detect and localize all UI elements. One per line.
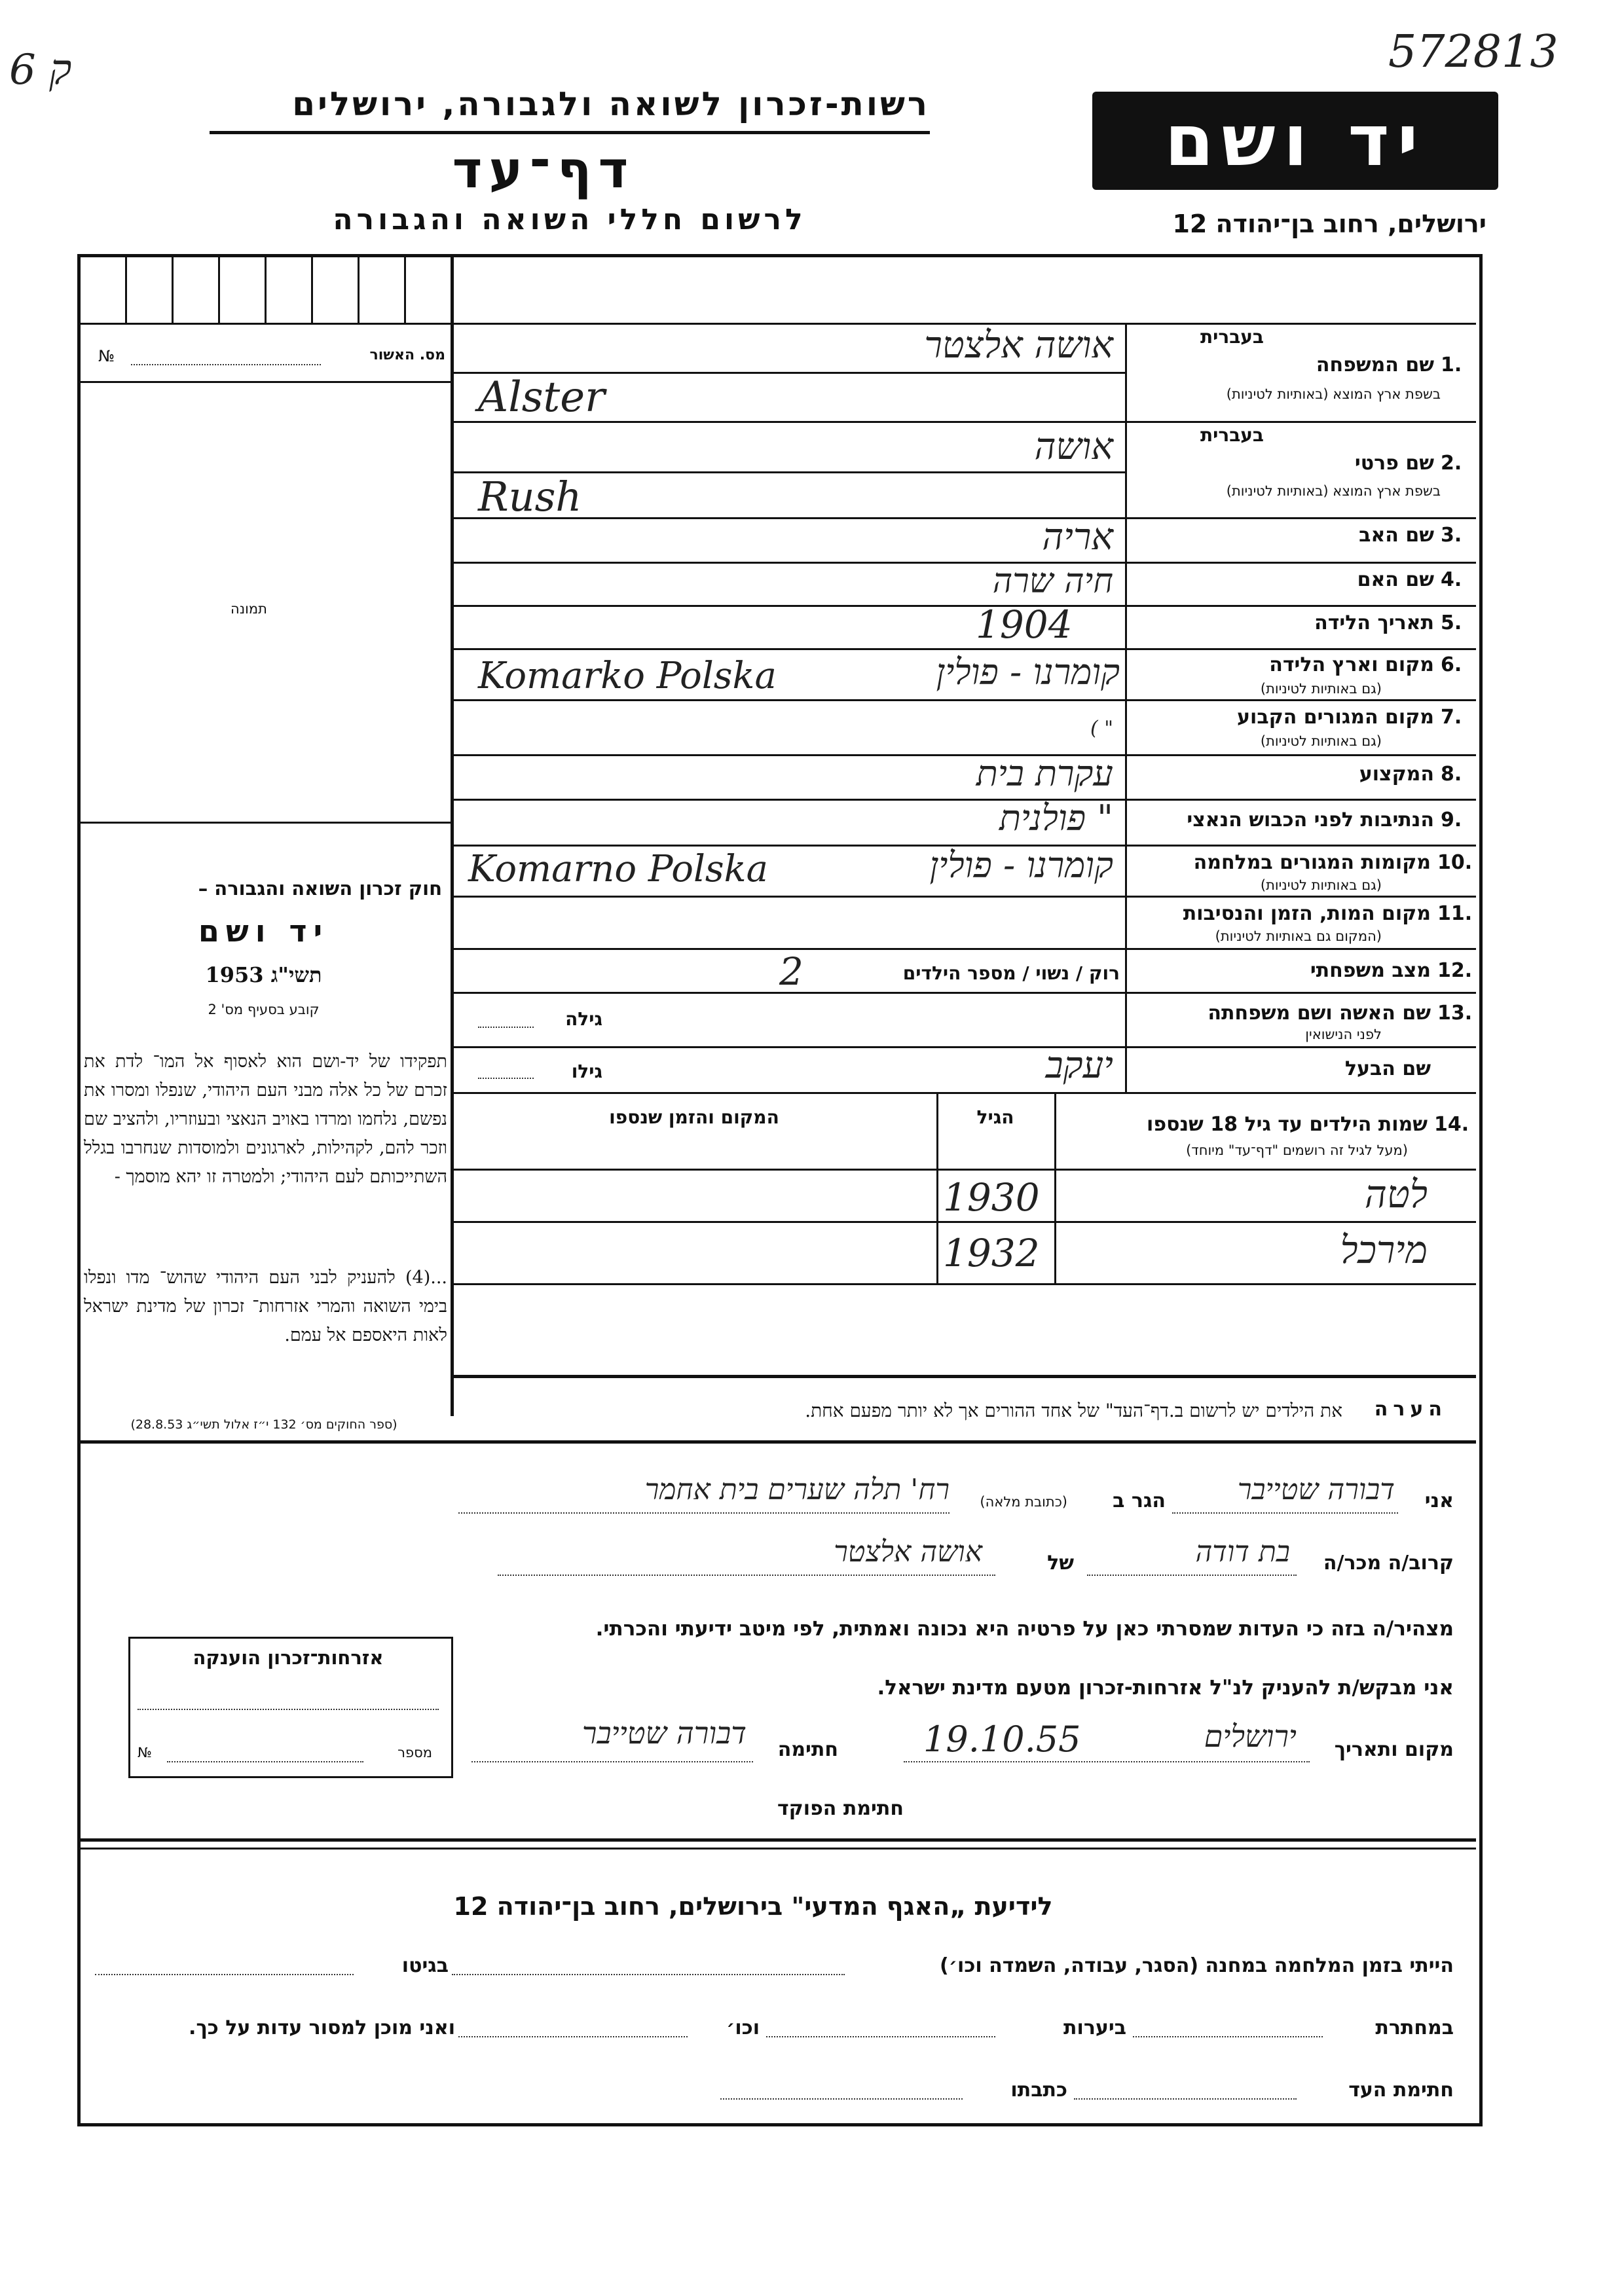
field-13-label: שם האשה ושם משפחתה bbox=[1208, 1002, 1431, 1025]
field-1-lang: בעברית bbox=[1200, 326, 1264, 348]
law-name: יד ושם bbox=[198, 913, 329, 949]
field-10-label: מקומות המגורים במלחמה bbox=[1193, 851, 1431, 874]
declarant-relative-value: בת דודה bbox=[1195, 1535, 1290, 1569]
declarant-i-label: אני bbox=[1424, 1489, 1454, 1512]
field-13-number: 13. bbox=[1437, 1002, 1473, 1025]
info-ghetto-label: בגיטו bbox=[401, 1954, 449, 1977]
law-title: חוק זכרון השואה והגבורה – bbox=[198, 877, 442, 900]
field-7-label: מקום המגורים הקבוע bbox=[1237, 706, 1434, 729]
approval-no-sign: № bbox=[98, 347, 115, 365]
law-year: תשי"ג 1953 bbox=[205, 962, 322, 987]
field-8-value: עקרת בית bbox=[976, 753, 1113, 794]
field-5-number: 5. bbox=[1441, 611, 1462, 634]
field-9-label: הנתיבות לפני הכבוש הנאצי bbox=[1187, 809, 1434, 831]
info-etc-label: וכו׳ bbox=[726, 2016, 760, 2039]
declarant-relative-label: קרוב/ה מכר/ה bbox=[1323, 1552, 1454, 1575]
yad-vashem-logo: יד ושם bbox=[1092, 92, 1498, 190]
info-witness-signature-label: חתימת העד bbox=[1348, 2079, 1454, 2102]
field-6-value-hebrew: קומרנו - פולין bbox=[936, 651, 1120, 693]
date-value: 19.10.55 bbox=[923, 1719, 1081, 1760]
children-number: 14. bbox=[1434, 1113, 1469, 1136]
field-11-number: 11. bbox=[1437, 902, 1473, 925]
request-text: אני מבקש/ת להעניק לנ"ל אזרחות-זכרון מטעם מדינת ישראל. bbox=[877, 1676, 1454, 1700]
law-reference: (ספר החוקים מס׳ 132 י״ז אלול תשי״ג 28.8.53) bbox=[130, 1417, 397, 1432]
field-12-number: 12. bbox=[1437, 959, 1473, 982]
field-2-number: 2. bbox=[1441, 452, 1462, 475]
field-1-label: שם המשפחה bbox=[1316, 354, 1434, 376]
place-value: ירושלים bbox=[1204, 1719, 1297, 1754]
field-7-value: " ) bbox=[1090, 717, 1113, 740]
field-1-value-hebrew: אושה אלצטר bbox=[924, 324, 1113, 367]
field-5-label: תאריך הלידה bbox=[1314, 611, 1434, 634]
field-7-number: 7. bbox=[1441, 706, 1462, 729]
field-2-label: שם פרטי bbox=[1354, 452, 1434, 475]
field-12-value: 2 bbox=[779, 949, 803, 994]
field-10-value-latin: Komarno Polska bbox=[468, 848, 768, 890]
law-section: קובע בסעיף מס' 2 bbox=[208, 1002, 320, 1017]
declaration-text: מצהיר/ה בזה כי העדות שמסרתי כאן על פרטיה היא נכונה ואמתית, לפי מיטב ידיעתי והכרתי. bbox=[595, 1617, 1454, 1641]
place-date-label: מקום ותאריך bbox=[1334, 1738, 1454, 1761]
header-address: ירושלים, רחוב בן־יהודה 12 bbox=[1172, 210, 1486, 238]
office-code-boxes bbox=[81, 257, 451, 323]
declarant-of-value: אושה אלצטר bbox=[834, 1535, 982, 1569]
children-col-place: המקום והזמן שנספו bbox=[609, 1106, 779, 1128]
signature-label: חתימה bbox=[777, 1738, 838, 1761]
field-4-number: 4. bbox=[1441, 568, 1462, 591]
note-label: הערה bbox=[1374, 1398, 1447, 1421]
field-3-number: 3. bbox=[1441, 524, 1462, 547]
declarant-name: דבורה שטייבר bbox=[1237, 1473, 1395, 1506]
field-5-value: 1904 bbox=[976, 602, 1073, 647]
corner-right-number: 572813 bbox=[1388, 26, 1559, 78]
field-10-sub: (גם באותיות לטיניות) bbox=[1260, 877, 1382, 893]
field-6-label: מקום וארץ הלידה bbox=[1269, 653, 1434, 676]
declarant-resides-hint: (כתובת מלאה) bbox=[980, 1494, 1067, 1510]
field-3-value: אריה bbox=[1042, 516, 1113, 558]
official-signature-label: חתימת הפוקד bbox=[777, 1797, 904, 1820]
citizenship-title: אזרחות־זכרון הוענקה bbox=[193, 1647, 384, 1669]
info-camp-label: הייתי בזמן המלחמה במחנה (הסגר, עבודה, השמדה וכו׳) bbox=[940, 1954, 1454, 1977]
corner-left-note: 6 ק bbox=[9, 46, 72, 94]
field-11-label: מקום המות, הזמן והנסיבות bbox=[1183, 902, 1431, 925]
citizenship-number-label: מספר bbox=[397, 1745, 432, 1760]
declarant-address: רח' תלה שערים בית אחמר bbox=[644, 1473, 950, 1506]
field-6-number: 6. bbox=[1441, 653, 1462, 676]
signature-value: דבורה שטייבר bbox=[581, 1715, 747, 1751]
field-8-number: 8. bbox=[1441, 763, 1462, 786]
field-3-label: שם האב bbox=[1359, 524, 1434, 547]
field-2-lang: בעברית bbox=[1200, 424, 1264, 446]
citizenship-no-sign: № bbox=[138, 1745, 152, 1760]
field-12-label: מצב משפחתי bbox=[1310, 959, 1431, 982]
field-9-number: 9. bbox=[1441, 809, 1462, 831]
field-13-sub: לפני הנישואין bbox=[1305, 1027, 1382, 1042]
info-title: לידיעת „האגף המדעי" בירושלים, רחוב בן־יהודה 12 bbox=[453, 1892, 1053, 1921]
children-sub: (מעל לגיל זה רושמים "דף־עד" מיוחד) bbox=[1186, 1142, 1408, 1158]
field-1-sub: בשפת ארץ המוצא (באותיות לטיניות) bbox=[1226, 386, 1441, 402]
child-2-age: 1932 bbox=[943, 1231, 1040, 1275]
info-ready-text: ואני מוכן למסור עדות על כך. bbox=[189, 2016, 455, 2039]
field-7-sub: (גם באותיות לטיניות) bbox=[1260, 733, 1382, 749]
field-1-value-latin: Alster bbox=[478, 373, 605, 422]
children-label: שמות הילדים עד גיל 18 שנספו bbox=[1147, 1113, 1428, 1136]
field-10-value-hebrew: קומרנו - פולין bbox=[929, 845, 1113, 886]
info-address-label: כתבתו bbox=[1010, 2079, 1067, 2102]
field-9-value: " פולנית bbox=[999, 797, 1113, 839]
law-text-2: ...(4) להעניק לבני העם היהודי שהוש־ מדו ונפלו בימי השואה והמרי אזרחות־ זכרון של מדינת ישראל לאות היאספם אל עמם. bbox=[84, 1267, 447, 1345]
field-10-number: 10. bbox=[1437, 851, 1473, 874]
photo-label: תמונה bbox=[231, 601, 267, 617]
field-4-label: שם האם bbox=[1357, 568, 1434, 591]
field-6-value-latin: Komarko Polska bbox=[478, 655, 777, 697]
husband-value: יעקב bbox=[1045, 1044, 1113, 1087]
child-2-name: מירכל bbox=[1340, 1228, 1428, 1272]
field-12-prefix: רוק / נשוי / מספר הילדים bbox=[902, 962, 1120, 984]
authority-title: רשות-זכרון לשואה ולגבורה, ירושלים bbox=[292, 85, 930, 123]
declarant-of-label: של bbox=[1047, 1552, 1074, 1575]
field-6-sub: (גם באותיות לטיניות) bbox=[1260, 681, 1382, 697]
approval-label: מס. האשור bbox=[369, 347, 445, 363]
field-2-value-hebrew: אושה bbox=[1034, 426, 1113, 468]
law-text-1: תפקידו של יד-ושם הוא לאסוף אל המו־ לדת את זכרם של כל אלה מבני העם היהודי, שנפלו ומסרו את נפשם, נלחמו ומרדו באויב הנאצי ובעוזריו, ולהציב שם וזכר להם, לקהילות, לארגונים ולמוסדות שנחרבו בגלל השתייכותם לעם היהודי; ולמטרה זו יהא מוסמך - bbox=[84, 1051, 447, 1187]
note-text: את הילדים יש לרשום ב.דף־העד" של אחד ההורים אך לא יותר מפעם אחת. bbox=[805, 1400, 1342, 1421]
husband-label: שם הבעל bbox=[1344, 1057, 1431, 1080]
declarant-resides-label: הגר ב bbox=[1113, 1489, 1166, 1512]
field-4-value: חיה שרה bbox=[992, 562, 1113, 601]
field-13-age-label: גילה bbox=[565, 1008, 602, 1030]
info-underground-label: במחתרת bbox=[1375, 2016, 1454, 2039]
field-2-value-latin: Rush bbox=[478, 473, 582, 520]
husband-age-label: גילו bbox=[571, 1061, 602, 1082]
info-forests-label: ביערות bbox=[1063, 2016, 1126, 2039]
field-2-sub: בשפת ארץ המוצא (באותיות לטיניות) bbox=[1226, 483, 1441, 499]
form-subtitle: לרשום חללי השואה והגבורה bbox=[333, 203, 807, 236]
child-1-name: לטה bbox=[1364, 1172, 1428, 1216]
form-title: דף־עד bbox=[452, 141, 635, 200]
field-11-sub: (המקום גם באותיות לטיניות) bbox=[1215, 928, 1382, 944]
child-1-age: 1930 bbox=[943, 1175, 1040, 1220]
field-1-number: 1. bbox=[1441, 354, 1462, 376]
field-8-label: המקצוע bbox=[1359, 763, 1434, 786]
children-col-age: הגיל bbox=[976, 1106, 1014, 1128]
